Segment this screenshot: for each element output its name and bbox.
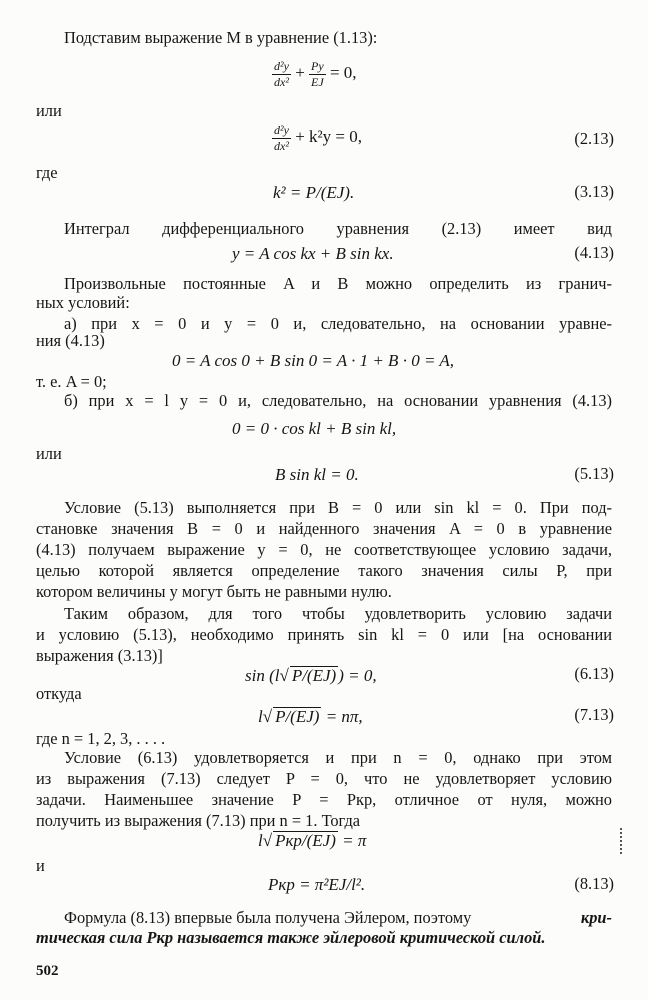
equation-4-13: y = A cos kx + B sin kx. [232,244,394,263]
equation-a: 0 = A cos 0 + B sin 0 = A · 1 + B · 0 = A, [172,351,454,370]
equation-number: (6.13) [574,664,614,683]
equation-number: (2.13) [574,129,614,148]
text-line: а) при x = 0 и y = 0 и, следовательно, на основании уравне- [64,314,612,333]
text-line: задачи. Наименьшее значение P = Pкр, отличное от нуля, можно [36,790,612,809]
text-line: ных условий: [36,293,130,312]
text-line: и условию (5.13), необходимо принять sin kl = 0 или [на основании [36,625,612,644]
text-line: Условие (5.13) выполняется при B = 0 или sin kl = 0. При под- [64,498,612,517]
text-line: Подставим выражение M в уравнение (1.13): [64,28,378,47]
equation-2-13: $\frac{\text{d²y}}{\text{dx²}}$ + k²y = 0, [274,123,362,153]
page-number: 502 [36,963,59,979]
equation-3-13: k² = P/(EJ). [273,183,355,202]
text-line: Таким образом, для того чтобы удовлетворить условию задачи [64,604,612,623]
equation-pkr: l√ Pкр/(EJ) = π [258,831,367,850]
equation-b: 0 = 0 · cos kl + B sin kl, [232,419,397,438]
equation-7-13: l√ P/(EJ) = nπ, [258,707,363,726]
fraction: $\frac{Py}{EJ}$ [311,59,324,89]
text-line: выражения (3.13)] [36,646,163,665]
text-line: где n = 1, 2, 3, . . . . [36,729,166,748]
text-line: или [36,101,62,120]
text-line: котором величины y могут быть не равными нулю. [36,582,392,601]
fraction: $\frac{\text{d²y}}{\text{dx²}}$ [274,59,289,89]
text-line: из выражения (7.13) следует P = 0, что не удовлетворяет условию [36,769,612,788]
equation-differential: $\frac{\text{d²y}}{\text{dx²}}$ + $\frac{Py}{EJ}$ = 0, [274,59,357,89]
text-line: получить из выражения (7.13) при n = 1. Тогда [36,811,361,830]
equation-8-13: Pкр = π²EJ/l². [268,875,366,894]
text-line: т. е. A = 0; [36,372,107,391]
text-line: становке значения B = 0 и найденного значения A = 0 в уравнение [36,519,612,538]
equation-number: (5.13) [574,464,614,483]
text-line: Интеграл дифференциального уравнения (2.13) имеет вид [64,219,612,238]
equation-number: (3.13) [574,182,614,201]
equation-5-13: B sin kl = 0. [275,465,359,484]
text-line: Условие (6.13) удовлетворяется и при n = 0, однако при этом [64,748,612,767]
equation-6-13: sin (l√ P/(EJ) ) = 0, [245,666,377,685]
text-line: и [36,856,45,875]
text-line: Произвольные постоянные A и B можно определить из гранич- [64,274,612,293]
equation-number: (4.13) [574,243,614,262]
text-line: целью которой является определение такого значения силы P, при [36,561,612,580]
text-line: или [36,444,62,463]
equation-number: (8.13) [574,874,614,893]
text-line: где [36,163,58,182]
text-line: откуда [36,684,82,703]
margin-mark [620,828,624,854]
text-line: б) при x = l y = 0 и, следовательно, на основании уравнения (4.13) [64,391,612,410]
text-line: тическая сила Pкр называется также эйлеровой критической силой. [36,928,546,947]
text-line: ния (4.13) [36,331,105,350]
text-line: (4.13) получаем выражение y = 0, не соответствующее условию задачи, [36,540,612,559]
equation-number: (7.13) [574,705,614,724]
fraction: $\frac{\text{d²y}}{\text{dx²}}$ [274,123,289,153]
text-line: Формула (8.13) впервые была получена Эйлером, поэтому кри- [64,908,612,927]
